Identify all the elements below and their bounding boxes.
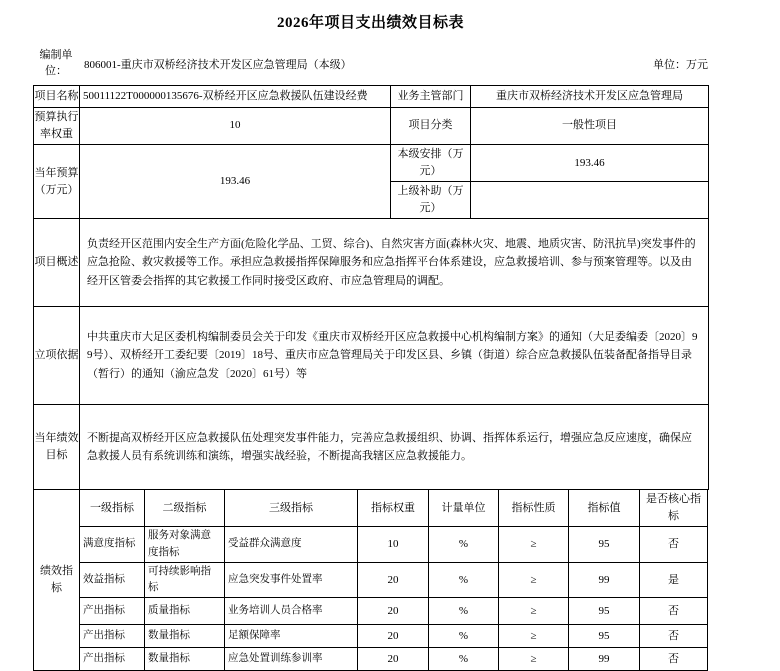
indicator-level3: 足额保障率 [225,625,358,648]
col-header-unit: 计量单位 [429,490,499,527]
local-arrangement-label: 本级安排（万元） [391,145,471,182]
table-row [34,598,708,625]
indicator-unit: % [429,625,499,648]
project-name-value: 50011122T000000135676-双桥经开区应急救援队伍建设经费 [80,85,391,107]
table-row [34,85,709,107]
indicator-unit: % [429,648,499,671]
indicator-level1: 产出指标 [80,648,145,671]
col-header-nature: 指标性质 [499,490,569,527]
indicator-nature: ≥ [499,625,569,648]
indicator-table [33,489,708,671]
table-row [34,219,709,307]
table-row [34,527,708,563]
superior-subsidy-value [471,182,709,219]
indicator-core: 否 [640,527,708,563]
indicator-weight: 20 [358,648,429,671]
col-header-core: 是否核心指标 [640,490,708,527]
indicator-core: 是 [640,562,708,598]
col-header-weight: 指标权重 [358,490,429,527]
indicator-unit: % [429,598,499,625]
indicator-level3: 受益群众满意度 [225,527,358,563]
indicator-weight: 20 [358,562,429,598]
superior-subsidy-label: 上级补助（万元） [391,182,471,219]
indicator-nature: ≥ [499,562,569,598]
budget-value: 193.46 [80,145,391,219]
project-info-table [33,85,709,490]
indicator-nature: ≥ [499,527,569,563]
indicator-level1: 产出指标 [80,598,145,625]
prepared-by-label: 编制单位： [39,49,73,77]
local-arrangement-value: 193.46 [471,145,709,182]
table-row [34,107,709,144]
indicator-level2: 可持续影响指标 [145,562,225,598]
table-row [34,625,708,648]
indicator-level2: 服务对象满意度指标 [145,527,225,563]
category-label: 项目分类 [391,107,471,144]
indicator-level2: 质量指标 [145,598,225,625]
indicator-core: 否 [640,598,708,625]
indicator-header-row [34,490,708,527]
indicator-nature: ≥ [499,648,569,671]
indicator-level3: 业务培训人员合格率 [225,598,358,625]
col-header-level3: 三级指标 [225,490,358,527]
page-title: 2026年项目支出绩效目标表 [276,15,464,31]
meta-row [33,48,708,80]
indicator-core: 否 [640,625,708,648]
indicator-value: 99 [569,648,640,671]
indicator-level1: 满意度指标 [80,527,145,563]
annual-goal-label: 当年绩效目标 [34,405,80,490]
indicator-unit: % [429,562,499,598]
table-row [34,648,708,671]
indicator-level3: 应急处置训练参训率 [225,648,358,671]
indicator-value: 95 [569,625,640,648]
basis-text: 中共重庆市大足区委机构编制委员会关于印发《重庆市双桥经开区应急救援中心机构编制方案》的通知（大足委编委〔2020〕99号）、双桥经开工委纪要〔2019〕18号、重庆市应急管理局关于印发区县、乡镇（街道）综合应急救援队伍装备配备指导目录（暂行）的通知（渝应急发〔2020〕61号）等 [80,307,709,405]
indicator-group-label: 绩效指标 [34,490,80,671]
table-row [34,405,709,490]
overview-label: 项目概述 [34,219,80,307]
prepared-by-value: 806001-重庆市双桥经济技术开发区应急管理局（本级） [84,58,352,71]
indicator-level2: 数量指标 [145,648,225,671]
basis-label: 立项依据 [34,307,80,405]
budget-label: 当年预算（万元） [34,145,80,219]
exec-rate-label: 预算执行率权重 [34,107,80,144]
indicator-level2: 数量指标 [145,625,225,648]
table-row [34,562,708,598]
indicator-level3: 应急突发事件处置率 [225,562,358,598]
category-value: 一般性项目 [471,107,709,144]
indicator-level1: 效益指标 [80,562,145,598]
indicator-value: 95 [569,598,640,625]
unit-note: 单位：万元 [653,58,708,71]
col-header-level2: 二级指标 [145,490,225,527]
col-header-level1: 一级指标 [80,490,145,527]
project-name-label: 项目名称 [34,85,80,107]
dept-label: 业务主管部门 [391,85,471,107]
indicator-weight: 20 [358,625,429,648]
indicator-core: 否 [640,648,708,671]
exec-rate-value: 10 [80,107,391,144]
table-row [34,145,709,182]
table-row [34,307,709,405]
indicator-unit: % [429,527,499,563]
indicator-value: 99 [569,562,640,598]
annual-goal-text: 不断提高双桥经开区应急救援队伍处理突发事件能力，完善应急救援组织、协调、指挥体系运行，增强应急反应速度，确保应急救援人员有系统训练和演练，增强实战经验，不断提高我辖区应急救援能力。 [80,405,709,490]
overview-text: 负责经开区范围内安全生产方面(危险化学品、工贸、综合)、自然灾害方面(森林火灾、地震、地质灾害、防汛抗旱)突发事件的应急抢险、救灾救援等工作。承担应急救援指挥保障服务和应急指挥平台体系建设，应急救援培训、参与预案管理等。以及由经开区管委会指挥的其它救援工作同时接受区政府、市应急管理局的调配。 [80,219,709,307]
indicator-value: 95 [569,527,640,563]
dept-value: 重庆市双桥经济技术开发区应急管理局 [471,85,709,107]
col-header-value: 指标值 [569,490,640,527]
indicator-level1: 产出指标 [80,625,145,648]
indicator-weight: 20 [358,598,429,625]
indicator-nature: ≥ [499,598,569,625]
indicator-weight: 10 [358,527,429,563]
